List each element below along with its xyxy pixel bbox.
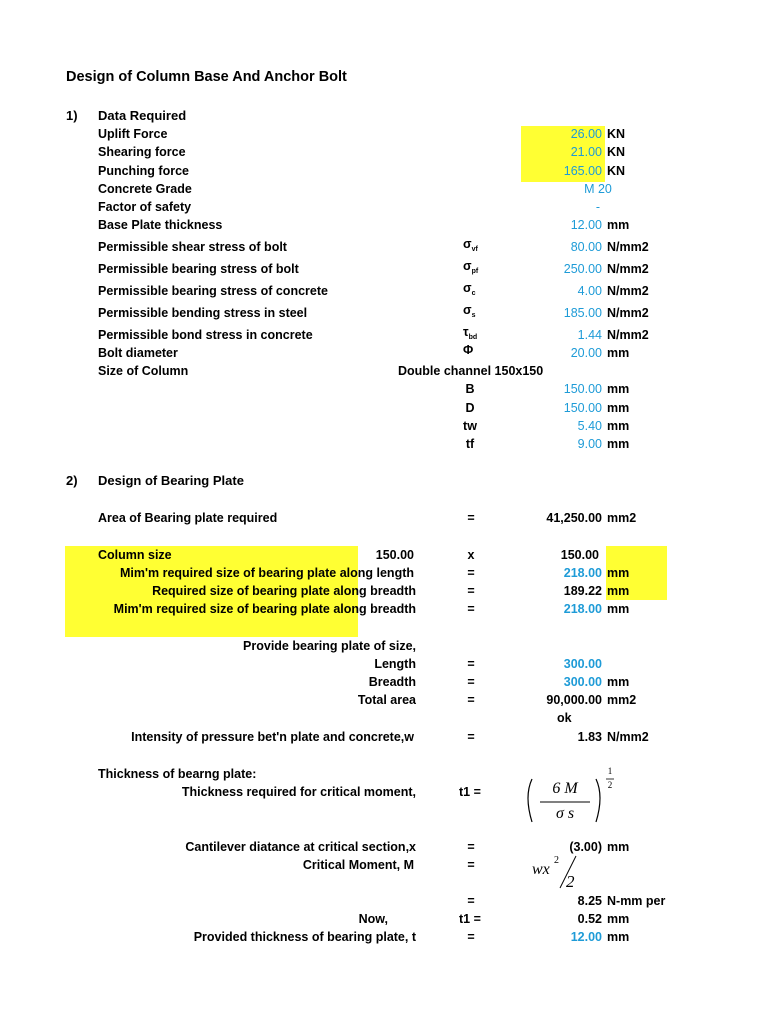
formula-t1	[522, 766, 632, 828]
total-area-op: =	[467, 693, 475, 707]
cantilever-op: =	[467, 840, 475, 854]
min-length-value: 218.00	[563, 566, 602, 580]
data-row-unit: mm	[607, 346, 630, 360]
req-breadth-unit: mm	[607, 584, 630, 598]
symbol-char: τ	[463, 325, 469, 339]
data-row-label: Shearing force	[98, 145, 186, 159]
min-breadth-unit: mm	[607, 602, 630, 616]
symbol-subscript: s	[471, 312, 476, 319]
total-area-label: Total area	[357, 693, 416, 707]
column-dim-unit: mm	[607, 419, 630, 433]
breadth-value: 300.00	[563, 675, 602, 689]
data-row-value: 21.00	[570, 145, 602, 159]
column-dim-value: 5.40	[577, 419, 602, 433]
data-row-value: 165.00	[563, 164, 602, 178]
column-dim-value: 150.00	[563, 401, 602, 415]
formula-moment-exponent: 2	[554, 855, 559, 866]
symbol-subscript: vf	[471, 246, 478, 253]
req-breadth-label: Required size of bearing plate along breadth	[152, 584, 416, 598]
data-row-symbol	[463, 342, 473, 358]
data-row-value: 4.00	[577, 284, 602, 298]
data-row-unit: N/mm2	[607, 306, 649, 320]
thickness-heading: Thickness of bearng plate:	[98, 767, 257, 781]
data-row-label: Punching force	[98, 164, 189, 178]
data-row-symbol	[463, 302, 475, 324]
data-row-value: 80.00	[570, 240, 602, 254]
column-dim-unit: mm	[607, 437, 630, 451]
now-unit: mm	[607, 912, 630, 926]
breadth-op: =	[467, 675, 475, 689]
symbol-char: Φ	[463, 343, 474, 357]
section-2-number: 2)	[66, 473, 78, 488]
column-size-op: x	[467, 548, 475, 562]
data-row-unit: N/mm2	[607, 240, 649, 254]
data-row-label: Factor of safety	[98, 200, 192, 214]
column-dim-symbol: tw	[463, 419, 477, 433]
page-title: Design of Column Base And Anchor Bolt	[66, 69, 347, 85]
cantilever-label: Cantilever diatance at critical section,x	[185, 840, 416, 854]
data-row-label: Bolt diameter	[98, 346, 178, 360]
data-row-value: 20.00	[570, 346, 602, 360]
provided-thickness-unit: mm	[607, 930, 630, 944]
provided-thickness-op: =	[467, 930, 475, 944]
area-required-label: Area of Bearing plate required	[98, 511, 278, 525]
data-row-unit: KN	[607, 127, 626, 141]
min-length-op: =	[467, 566, 475, 580]
min-length-label: Mim'm required size of bearing plate along length	[120, 566, 414, 580]
section-2-heading: Design of Bearing Plate	[98, 473, 244, 488]
req-breadth-value: 189.22	[563, 584, 602, 598]
min-breadth-value: 218.00	[563, 602, 602, 616]
intensity-unit: N/mm2	[607, 730, 649, 744]
now-value: 0.52	[577, 912, 602, 926]
column-size-row-label: Column size	[98, 548, 172, 562]
provided-thickness-value: 12.00	[570, 930, 602, 944]
cantilever-unit: mm	[607, 840, 630, 854]
length-op: =	[467, 657, 475, 671]
symbol-subscript: c	[471, 290, 476, 297]
data-row-label: Permissible bearing stress of bolt	[98, 262, 299, 276]
data-row-value: M 20	[584, 182, 612, 196]
data-row-label: Permissible bond stress in concrete	[98, 328, 313, 342]
area-required-value: 41,250.00	[546, 511, 602, 525]
breadth-label: Breadth	[368, 675, 416, 689]
critical-moment-label: Critical Moment, M	[302, 858, 414, 872]
total-area-value: 90,000.00	[546, 693, 602, 707]
data-row-unit: KN	[607, 164, 626, 178]
column-size-v1: 150.00	[375, 548, 414, 562]
formula-moment-numerator: wx	[532, 861, 550, 878]
intensity-op: =	[467, 730, 475, 744]
thickness-required-label: Thickness required for critical moment,	[181, 785, 416, 799]
ok-status: ok	[557, 711, 572, 725]
column-dim-value: 9.00	[577, 437, 602, 451]
data-row-symbol	[463, 236, 478, 258]
thickness-required-op: t1 =	[459, 785, 481, 799]
now-op: t1 =	[459, 912, 481, 926]
data-row-label: Permissible bearing stress of concrete	[98, 284, 328, 298]
data-row-label: Uplift Force	[98, 127, 168, 141]
column-dim-unit: mm	[607, 382, 630, 396]
symbol-char: σ	[463, 259, 472, 273]
cantilever-value: (3.00)	[569, 840, 602, 854]
symbol-subscript: bd	[468, 334, 478, 341]
intensity-label: Intensity of pressure bet'n plate and concrete,w	[131, 730, 414, 744]
column-size-label: Size of Column	[98, 364, 189, 378]
data-row-label: Base Plate thickness	[98, 218, 223, 232]
min-breadth-label: Mim'm required size of bearing plate along breadth	[113, 602, 416, 616]
column-dim-symbol: B	[465, 382, 475, 396]
data-row-value: 185.00	[563, 306, 602, 320]
min-breadth-op: =	[467, 602, 475, 616]
moment-unit: N-mm per	[607, 894, 666, 908]
symbol-subscript: pf	[471, 268, 479, 275]
data-row-value: 26.00	[570, 127, 602, 141]
critical-moment-op: =	[467, 858, 475, 872]
section-1-heading: Data Required	[98, 108, 187, 123]
symbol-char: σ	[463, 281, 472, 295]
column-dim-symbol: D	[465, 401, 475, 415]
symbol-char: σ	[463, 237, 472, 251]
min-length-unit: mm	[607, 566, 630, 580]
provided-thickness-label: Provided thickness of bearing plate, t	[193, 930, 416, 944]
formula-t1-denominator: σ s	[555, 805, 575, 822]
column-size-v2: 150.00	[560, 548, 599, 562]
breadth-unit: mm	[607, 675, 630, 689]
data-row-value: 12.00	[570, 218, 602, 232]
data-row-label: Concrete Grade	[98, 182, 192, 196]
data-row-symbol	[463, 280, 475, 302]
formula-t1-numerator: 6 M	[552, 780, 578, 797]
intensity-value: 1.83	[577, 730, 602, 744]
moment-value: 8.25	[577, 894, 602, 908]
formula-t1-exp-den: 2	[607, 780, 613, 790]
data-row-unit: N/mm2	[607, 328, 649, 342]
data-row-unit: KN	[607, 145, 626, 159]
data-row-value: -	[595, 200, 601, 214]
section-1-number: 1)	[66, 108, 78, 123]
length-value: 300.00	[563, 657, 602, 671]
data-row-label: Permissible shear stress of bolt	[98, 240, 287, 254]
data-row-label: Permissible bending stress in steel	[98, 306, 308, 320]
data-row-unit: mm	[607, 218, 630, 232]
length-label: Length	[374, 657, 416, 671]
symbol-char: σ	[463, 303, 472, 317]
formula-moment-denominator: 2	[566, 872, 575, 891]
column-size-desc: Double channel 150x150	[398, 364, 544, 378]
provide-plate-label: Provide bearing plate of size,	[243, 639, 416, 653]
data-row-value: 1.44	[577, 328, 602, 342]
column-dim-symbol: tf	[465, 437, 475, 451]
column-dim-value: 150.00	[563, 382, 602, 396]
data-row-unit: N/mm2	[607, 284, 649, 298]
req-breadth-op: =	[467, 584, 475, 598]
formula-t1-exp-num: 1	[607, 766, 613, 776]
formula-moment	[530, 852, 590, 894]
moment-value-op: =	[467, 894, 475, 908]
data-row-unit: N/mm2	[607, 262, 649, 276]
area-required-unit: mm2	[607, 511, 637, 525]
data-row-value: 250.00	[563, 262, 602, 276]
column-dim-unit: mm	[607, 401, 630, 415]
area-required-op: =	[467, 511, 475, 525]
data-row-symbol	[463, 258, 478, 280]
now-label: Now,	[358, 912, 388, 926]
total-area-unit: mm2	[607, 693, 637, 707]
